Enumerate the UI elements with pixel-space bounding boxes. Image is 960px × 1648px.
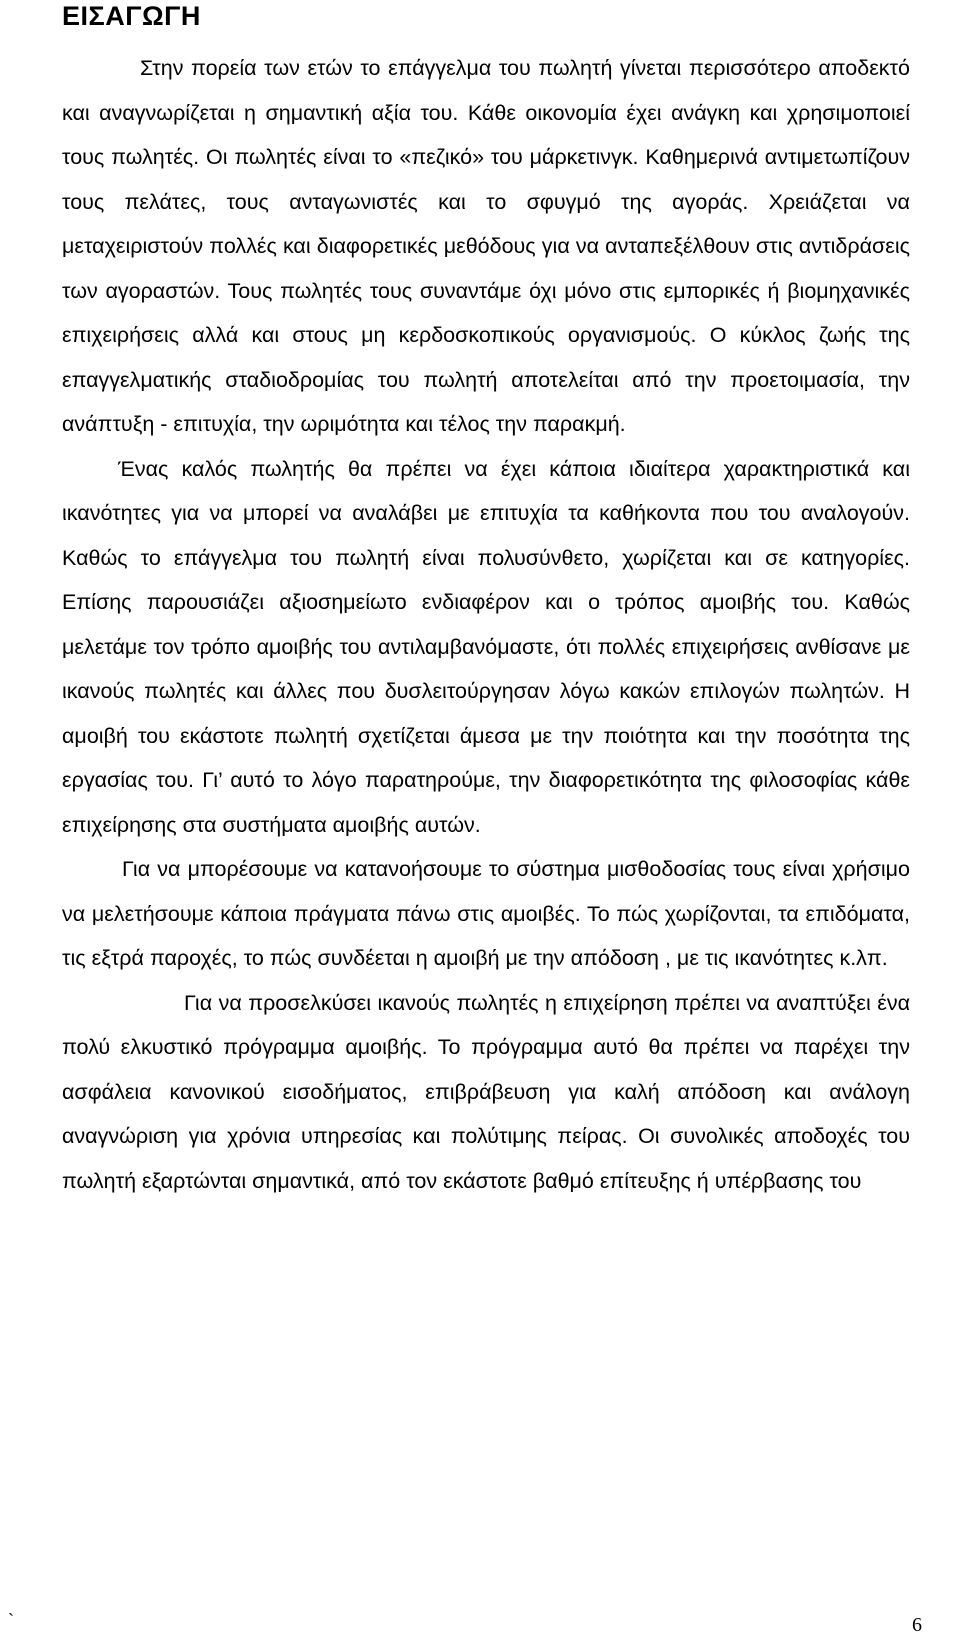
paragraph-3: Για να μπορέσουμε να κατανοήσουμε το σύστημα μισθοδοσίας τους είναι χρήσιμο να μελετήσουμε κάποια πράγματα πάνω στις αμοιβές. Το πώς χωρίζονται, τα επιδόματα, τις εξτρά παροχές, το πώς συνδέεται η αμοιβή με την απόδοση , με τις ικανότητες κ.λπ. [62,857,910,970]
paragraph-1: Στην πορεία των ετών το επάγγελμα του πωλητή γίνεται περισσότερο αποδεκτό και αναγνωρίζεται η σημαντική αξία του. Κάθε οικονομία έχει ανάγκη και χρησιμοποιεί τους πωλητές. Οι πωλητές είναι το «πεζικό» του μάρκετινγκ. Καθημερινά αντιμετωπίζουν τους πελάτες, τους ανταγωνιστές και το σφυγμό της αγοράς. Χρειάζεται να μεταχειριστούν πολλές και διαφορετικές μεθόδους για να ανταπεξέλθουν στις αντιδράσεις των αγοραστών. Τους πωλητές τους συναντάμε όχι μόνο στις εμπορικές ή βιομηχανικές επιχειρήσεις αλλά και στους μη κερδοσκοπικούς οργανισμούς. Ο κύκλος ζωής της επαγγελματικής σταδιοδρομίας του πωλητή αποτελείται από την προετοιμασία, την ανάπτυξη - επιτυχία, την ωριμότητα και τέλος την παρακμή. [62,56,910,436]
paragraph-2: Ένας καλός πωλητής θα πρέπει να έχει κάποια ιδιαίτερα χαρακτηριστικά και ικανότητες για να μπορεί να αναλάβει με επιτυχία τα καθήκοντα που του αναλογούν. Καθώς το επάγγελμα του πωλητή είναι πολυσύνθετο, χωρίζεται και σε κατηγορίες. Επίσης παρουσιάζει αξιοσημείωτο ενδιαφέρον και ο τρόπος αμοιβής του. Καθώς μελετάμε τον τρόπο αμοιβής του αντιλαμβανόμαστε, ότι πολλές επιχειρήσεις ανθίσανε με ικανούς πωλητές και άλλες που δυσλειτούργησαν λόγω κακών επιλογών πωλητών. Η αμοιβή του εκάστοτε πωλητή σχετίζεται άμεσα με την ποιότητα και την ποσότητα της εργασίας του. Γι’ αυτό το λόγο παρατηρούμε, την διαφορετικότητα της φιλοσοφίας κάθε επιχείρησης στα συστήματα αμοιβής αυτών. [62,456,910,837]
footer-mark: ` [8,1610,14,1630]
section-heading: ΕΙΣΑΓΩΓΗ [62,1,201,31]
document-page [62,0,910,1203]
page-number: 6 [912,1614,922,1636]
paragraph-4: Για να προσελκύσει ικανούς πωλητές η επιχείρηση πρέπει να αναπτύξει ένα πολύ ελκυστικό πρόγραμμα αμοιβής. Το πρόγραμμα αυτό θα πρέπει να παρέχει την ασφάλεια κανονικού εισοδήματος, επιβράβευση για καλή απόδοση και ανάλογη αναγνώριση για χρόνια υπηρεσίας και πολύτιμης πείρας. Οι συνολικές αποδοχές του πωλητή εξαρτώνται σημαντικά, από τον εκάστοτε βαθμό επίτευξης ή υπέρβασης του [62,990,910,1193]
